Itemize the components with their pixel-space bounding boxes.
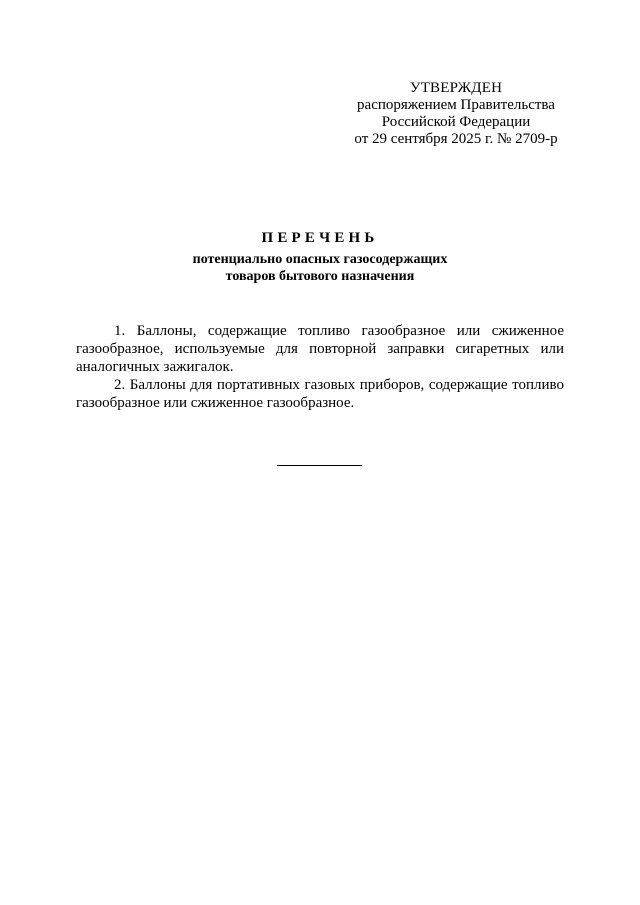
subtitle-line-2: товаров бытового назначения	[225, 269, 415, 284]
document-subtitle	[0, 251, 640, 285]
document-title: ПЕРЕЧЕНЬ	[261, 230, 379, 246]
closing-divider	[277, 465, 362, 466]
approval-line-date: от 29 сентября 2025 г. № 2709-р	[354, 131, 558, 147]
subtitle-line-1: потенциально опасных газосодержащих	[192, 252, 448, 267]
approval-line-authority: распоряжением Правительства	[357, 97, 555, 113]
approval-block	[345, 80, 567, 148]
approval-line-country: Российской Федерации	[381, 114, 531, 130]
list-body	[76, 322, 564, 412]
approval-heading: УТВЕРЖДЕН	[409, 80, 503, 96]
list-item: 2. Баллоны для портативных газовых приборов, содержащие топливо газообразное или сжиженное газообразное.	[76, 377, 564, 411]
list-item: 1. Баллоны, содержащие топливо газообразное или сжиженное газообразное, используемые для повторной заправки сигаретных или аналогичных зажигалок.	[76, 323, 564, 375]
